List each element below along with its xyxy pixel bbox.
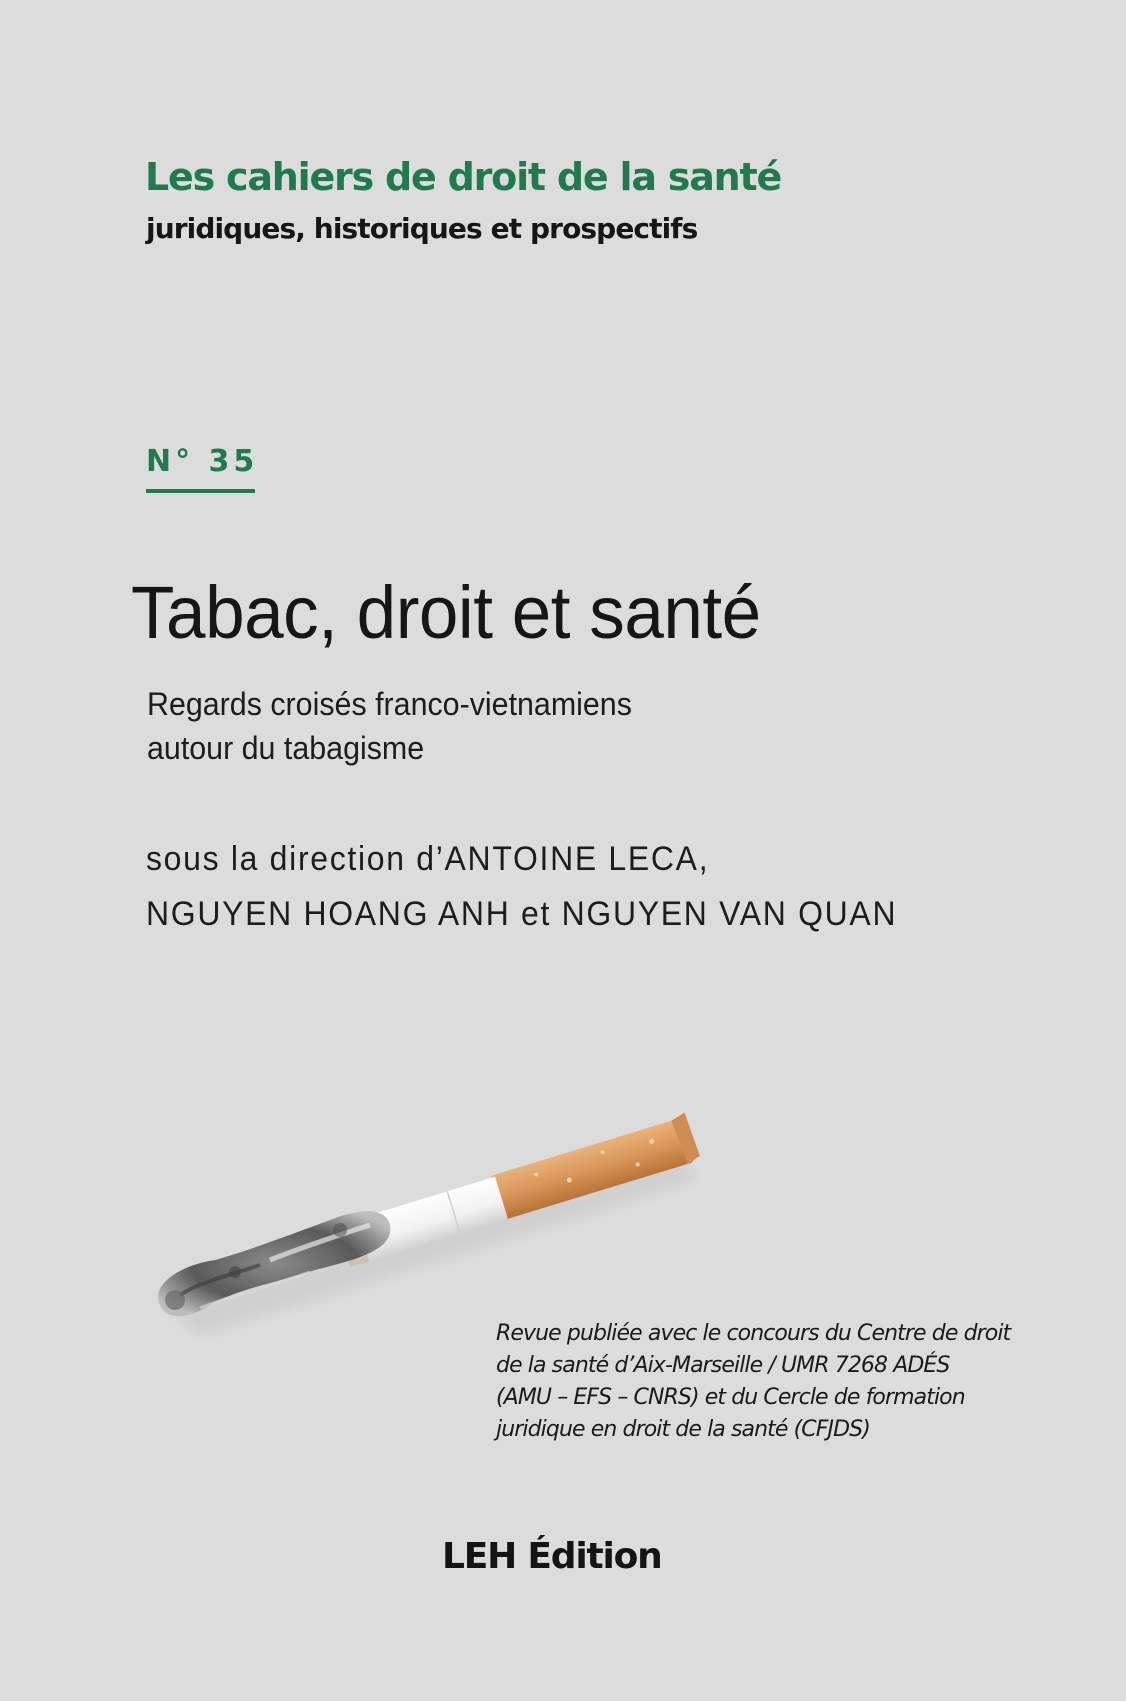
issue-number: N° 35: [146, 444, 259, 479]
editors-line-1: sous la direction d’ANTOINE LECA,: [146, 840, 710, 878]
publication-credits: [496, 1318, 1010, 1446]
series-subtitle: juridiques, historiques et prospectifs: [146, 212, 698, 245]
credits-line: de la santé d’Aix-Marseille / UMR 7268 ADÉS: [496, 1353, 950, 1378]
book-subtitle-line-1: Regards croisés franco-vietnamiens: [147, 686, 632, 722]
credits-line: Revue publiée avec le concours du Centre de droit: [496, 1321, 1011, 1346]
issue-underline: [146, 489, 255, 493]
publisher-name: LEH Édition: [442, 1536, 662, 1577]
credits-line: juridique en droit de la santé (CFJDS): [496, 1417, 870, 1442]
editors-line-2: NGUYEN HOANG ANH et NGUYEN VAN QUAN: [146, 895, 898, 933]
series-title: Les cahiers de droit de la santé: [145, 155, 782, 199]
book-title: Tabac, droit et santé: [131, 571, 761, 654]
cigarette-butt-image: [140, 1060, 720, 1340]
book-subtitle-line-2: autour du tabagisme: [147, 730, 425, 766]
credits-line: (AMU – EFS – CNRS) et du Cercle de formation: [496, 1385, 965, 1410]
